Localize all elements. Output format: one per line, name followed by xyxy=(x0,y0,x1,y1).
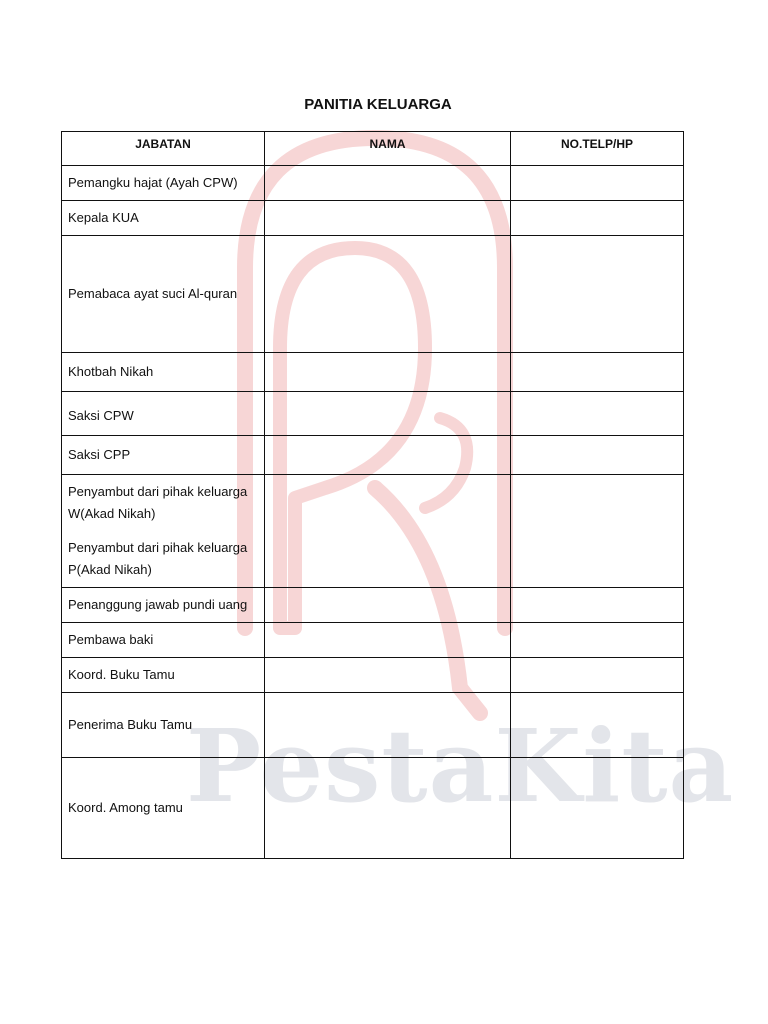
cell-nama[interactable] xyxy=(265,392,511,436)
cell-jabatan-line: Penyambut dari pihak keluarga P(Akad Nikah) xyxy=(68,540,248,577)
cell-jabatan: Pemabaca ayat suci Al-quran xyxy=(62,236,265,353)
table-row xyxy=(62,658,684,693)
cell-nama[interactable] xyxy=(265,623,511,658)
table-row xyxy=(62,392,684,436)
cell-jabatan: Pembawa baki xyxy=(62,623,265,658)
table-row xyxy=(62,693,684,758)
cell-telp[interactable] xyxy=(511,166,684,201)
cell-telp[interactable] xyxy=(511,623,684,658)
cell-nama[interactable] xyxy=(265,353,511,392)
cell-nama[interactable] xyxy=(265,475,511,588)
cell-telp[interactable] xyxy=(511,353,684,392)
cell-nama[interactable] xyxy=(265,588,511,623)
cell-jabatan xyxy=(62,475,265,588)
cell-nama[interactable] xyxy=(265,758,511,859)
cell-jabatan: Pemangku hajat (Ayah CPW) xyxy=(62,166,265,201)
cell-telp[interactable] xyxy=(511,658,684,693)
cell-telp[interactable] xyxy=(511,475,684,588)
table-row xyxy=(62,201,684,236)
table-row xyxy=(62,353,684,392)
cell-jabatan: Saksi CPP xyxy=(62,436,265,475)
page-title: PANITIA KELUARGA xyxy=(304,96,452,113)
cell-nama[interactable] xyxy=(265,658,511,693)
cell-telp[interactable] xyxy=(511,392,684,436)
cell-telp[interactable] xyxy=(511,758,684,859)
table-row xyxy=(62,623,684,658)
cell-jabatan: Penanggung jawab pundi uang xyxy=(62,588,265,623)
cell-jabatan: Penerima Buku Tamu xyxy=(62,693,265,758)
committee-table xyxy=(61,131,684,859)
table-row xyxy=(62,758,684,859)
cell-telp[interactable] xyxy=(511,436,684,475)
cell-telp[interactable] xyxy=(511,201,684,236)
table-row xyxy=(62,436,684,475)
cell-jabatan: Saksi CPW xyxy=(62,392,265,436)
cell-jabatan: Khotbah Nikah xyxy=(62,353,265,392)
table-row xyxy=(62,588,684,623)
cell-telp[interactable] xyxy=(511,236,684,353)
watermark-text: PestaKita xyxy=(186,707,735,825)
cell-nama[interactable] xyxy=(265,166,511,201)
table-header-row xyxy=(62,132,684,166)
table-row xyxy=(62,166,684,201)
cell-nama[interactable] xyxy=(265,436,511,475)
cell-jabatan-line: Penyambut dari pihak keluarga W(Akad Nikah) xyxy=(68,484,248,521)
cell-jabatan: Koord. Buku Tamu xyxy=(62,658,265,693)
cell-jabatan: Kepala KUA xyxy=(62,201,265,236)
cell-telp[interactable] xyxy=(511,588,684,623)
cell-nama[interactable] xyxy=(265,236,511,353)
cell-nama[interactable] xyxy=(265,201,511,236)
cell-telp[interactable] xyxy=(511,693,684,758)
header-telp: NO.TELP/HP xyxy=(511,132,684,166)
cell-jabatan: Koord. Among tamu xyxy=(62,758,265,859)
table-row xyxy=(62,236,684,353)
cell-nama[interactable] xyxy=(265,693,511,758)
header-jabatan: JABATAN xyxy=(62,132,265,166)
table-row xyxy=(62,475,684,588)
header-nama: NAMA xyxy=(265,132,511,166)
